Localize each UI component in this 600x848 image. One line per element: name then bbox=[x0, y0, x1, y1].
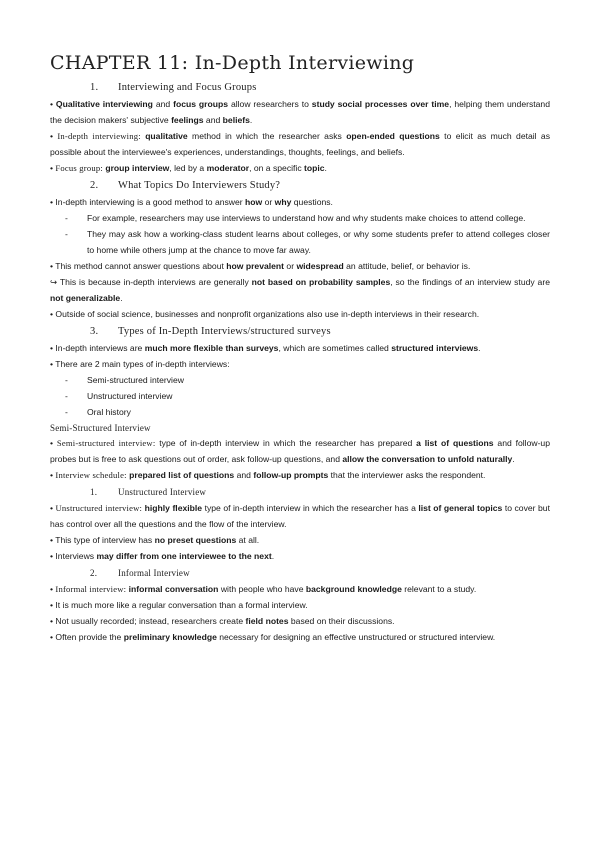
section-heading-3: 3. Types of In-Depth Interviews/structured surveys bbox=[90, 326, 331, 337]
paragraph: • Unstructured interview: highly flexible type of in-depth interview in which the researcher has a list of general topics to cover but has control over all the questions and the flow of the interview. bbox=[50, 503, 550, 529]
paragraph: ↪ This is because in-depth interviews are generally not based on probability samples, so the findings of an interview study are not generalizable. bbox=[50, 277, 550, 303]
paragraph: • There are 2 main types of in-depth interviews: bbox=[50, 359, 230, 369]
paragraph: • Not usually recorded; instead, researchers create field notes based on their discussions. bbox=[50, 616, 395, 626]
document-page bbox=[50, 52, 550, 645]
subsection-heading-semi: Semi-Structured Interview bbox=[50, 423, 151, 433]
paragraph: • This type of interview has no preset questions at all. bbox=[50, 535, 260, 545]
dash-item: - They may ask how a working-class student learns about colleges, or why some students prefer to attend colleges closer to home while others jump at the chance to move far away. bbox=[50, 226, 550, 258]
paragraph: • Interviews may differ from one interviewee to the next. bbox=[50, 551, 275, 561]
paragraph: • Interview schedule: prepared list of questions and follow-up prompts that the interviewer asks the respondent. bbox=[50, 470, 486, 480]
paragraph: • Semi-structured interview: type of in-depth interview in which the researcher has prepared a list of questions and follow-up probes but is free to ask questions out of order, ask follow-up questions, and allow the conversation to unfold naturally. bbox=[50, 438, 550, 464]
paragraph: • Focus group: group interview, led by a moderator, on a specific topic. bbox=[50, 163, 327, 173]
section-heading-1: 1. Interviewing and Focus Groups bbox=[90, 82, 257, 93]
section-heading-2: 2. What Topics Do Interviewers Study? bbox=[90, 180, 281, 191]
paragraph: • In-depth interviewing is a good method to answer how or why questions. bbox=[50, 197, 333, 207]
paragraph: • Informal interview: informal conversation with people who have background knowledge relevant to a study. bbox=[50, 584, 477, 594]
paragraph: • Outside of social science, businesses and nonprofit organizations also use in-depth interviews in their research. bbox=[50, 309, 480, 319]
page-title: CHAPTER 11: In-Depth Interviewing bbox=[50, 52, 415, 74]
paragraph: • In-depth interviewing: qualitative method in which the researcher asks open-ended questions to elicit as much detail as possible about the interviewee's experiences, understandings, thoughts, feelings, and beliefs. bbox=[50, 131, 551, 157]
list-item: - Oral history bbox=[50, 404, 550, 420]
paragraph: • This method cannot answer questions about how prevalent or widespread an attitude, belief, or behavior is. bbox=[50, 261, 471, 271]
subsection-heading-unstructured: 1. Unstructured Interview bbox=[90, 487, 207, 497]
dash-item: - For example, researchers may use interviews to understand how and why students make choices to attend college. bbox=[50, 210, 550, 226]
list-item: - Unstructured interview bbox=[50, 388, 550, 404]
paragraph: • Qualitative interviewing and focus groups allow researchers to study social processes over time, helping them understand the decision makers' subjective feelings and beliefs. bbox=[50, 99, 550, 125]
subsection-heading-informal: 2. Informal Interview bbox=[90, 568, 190, 578]
paragraph: • Often provide the preliminary knowledge necessary for designing an effective unstructured or structured interview. bbox=[50, 632, 496, 642]
list-item: - Semi-structured interview bbox=[50, 372, 550, 388]
paragraph: • It is much more like a regular conversation than a formal interview. bbox=[50, 600, 308, 610]
paragraph: • In-depth interviews are much more flexible than surveys, which are sometimes called structured interviews. bbox=[50, 343, 481, 353]
